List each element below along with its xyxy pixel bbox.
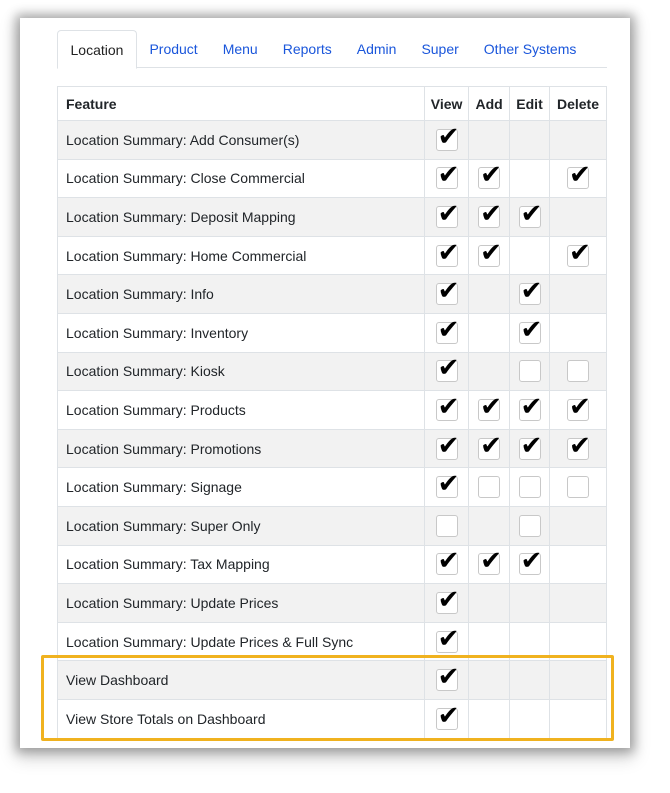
delete-cell [550, 545, 607, 584]
checkmark-icon: ✔ [437, 237, 460, 268]
edit-checkbox[interactable] [519, 198, 543, 229]
feature-name: Location Summary: Tax Mapping [58, 545, 425, 584]
add-cell [469, 545, 510, 584]
view-cell [425, 313, 469, 352]
table-row [58, 429, 607, 468]
checkmark-icon: ✔ [569, 391, 591, 422]
tab-admin[interactable]: Admin [356, 41, 397, 57]
add-checkbox[interactable] [478, 160, 502, 191]
checkmark-icon: ✔ [520, 430, 543, 461]
delete-cell [550, 121, 607, 160]
edit-cell [510, 159, 550, 198]
view-cell [425, 545, 469, 584]
table-row [58, 661, 607, 700]
view-cell [425, 584, 469, 623]
table-body [58, 121, 607, 739]
checkmark-icon: ✔ [480, 430, 502, 461]
table-row [58, 468, 607, 507]
view-checkbox[interactable] [436, 391, 460, 422]
add-cell [469, 198, 510, 237]
feature-name: Location Summary: Products [58, 391, 425, 430]
view-checkbox[interactable] [436, 276, 460, 307]
edit-checkbox[interactable] [519, 515, 541, 537]
tab-super[interactable]: Super [421, 41, 459, 57]
delete-cell [550, 313, 607, 352]
view-cell [425, 352, 469, 391]
view-checkbox[interactable] [436, 469, 460, 500]
delete-cell [550, 429, 607, 468]
view-cell [425, 506, 469, 545]
edit-cell [510, 622, 550, 661]
add-cell [469, 159, 510, 198]
view-checkbox[interactable] [436, 314, 460, 345]
view-checkbox[interactable] [436, 353, 460, 384]
feature-name: Location Summary: Inventory [58, 313, 425, 352]
feature-name: View Store Totals on Dashboard [58, 699, 425, 738]
feature-name: Location Summary: Add Consumer(s) [58, 121, 425, 160]
view-checkbox[interactable] [436, 662, 460, 693]
feature-name: Location Summary: Update Prices [58, 584, 425, 623]
add-cell [469, 236, 510, 275]
view-checkbox[interactable] [436, 623, 460, 654]
delete-checkbox[interactable] [567, 237, 591, 268]
delete-cell [550, 468, 607, 507]
delete-cell [550, 159, 607, 198]
edit-cell [510, 236, 550, 275]
edit-cell [510, 313, 550, 352]
delete-cell [550, 584, 607, 623]
edit-checkbox[interactable] [519, 276, 543, 307]
edit-checkbox[interactable] [519, 391, 543, 422]
checkmark-icon: ✔ [437, 662, 460, 693]
delete-cell [550, 391, 607, 430]
edit-cell [510, 545, 550, 584]
edit-cell [510, 506, 550, 545]
tab-reports[interactable]: Reports [282, 41, 332, 57]
view-cell [425, 275, 469, 314]
view-cell [425, 198, 469, 237]
add-cell [469, 352, 510, 391]
checkmark-icon: ✔ [437, 430, 460, 461]
view-checkbox[interactable] [436, 198, 460, 229]
checkmark-icon: ✔ [437, 700, 460, 731]
checkmark-icon: ✔ [520, 391, 543, 422]
edit-checkbox[interactable] [519, 476, 541, 498]
table-row [58, 391, 607, 430]
header-edit: Edit [510, 87, 550, 121]
edit-cell [510, 198, 550, 237]
table-row [58, 236, 607, 275]
tab-menu[interactable]: Menu [222, 41, 258, 57]
feature-name: Location Summary: Signage [58, 468, 425, 507]
table-row [58, 622, 607, 661]
checkmark-icon: ✔ [520, 546, 543, 577]
checkmark-icon: ✔ [437, 623, 460, 654]
edit-cell [510, 391, 550, 430]
delete-checkbox[interactable] [567, 391, 591, 422]
feature-name: Location Summary: Close Commercial [58, 159, 425, 198]
edit-checkbox[interactable] [519, 360, 541, 382]
delete-checkbox[interactable] [567, 160, 591, 191]
view-cell [425, 468, 469, 507]
view-cell [425, 391, 469, 430]
feature-name: View Dashboard [58, 661, 425, 700]
add-checkbox[interactable] [478, 198, 502, 229]
delete-cell [550, 661, 607, 700]
table-row [58, 198, 607, 237]
checkmark-icon: ✔ [480, 391, 502, 422]
table-row [58, 121, 607, 160]
add-checkbox[interactable] [478, 391, 502, 422]
delete-cell [550, 236, 607, 275]
checkmark-icon: ✔ [569, 160, 591, 191]
feature-name: Location Summary: Promotions [58, 429, 425, 468]
checkmark-icon: ✔ [569, 430, 591, 461]
header-view: View [425, 87, 469, 121]
view-cell [425, 622, 469, 661]
table-row [58, 545, 607, 584]
permissions-panel [57, 30, 607, 739]
add-cell [469, 121, 510, 160]
add-cell [469, 429, 510, 468]
view-checkbox[interactable] [436, 700, 460, 731]
checkmark-icon: ✔ [437, 314, 460, 345]
view-checkbox[interactable] [436, 121, 460, 152]
feature-name: Location Summary: Update Prices & Full Sync [58, 622, 425, 661]
checkmark-icon: ✔ [480, 546, 502, 577]
checkmark-icon: ✔ [437, 391, 460, 422]
edit-cell [510, 661, 550, 700]
feature-name: Location Summary: Super Only [58, 506, 425, 545]
delete-cell [550, 506, 607, 545]
tab-location[interactable]: Location [57, 30, 137, 69]
add-cell [469, 313, 510, 352]
delete-cell [550, 198, 607, 237]
add-cell [469, 699, 510, 738]
checkmark-icon: ✔ [520, 276, 543, 307]
edit-cell [510, 429, 550, 468]
add-cell [469, 622, 510, 661]
edit-checkbox[interactable] [519, 430, 543, 461]
feature-name: Location Summary: Home Commercial [58, 236, 425, 275]
add-cell [469, 584, 510, 623]
add-checkbox[interactable] [478, 546, 502, 577]
table-row [58, 159, 607, 198]
edit-checkbox[interactable] [519, 314, 543, 345]
table-row [58, 313, 607, 352]
header-add: Add [469, 87, 510, 121]
edit-cell [510, 352, 550, 391]
tab-product[interactable]: Product [149, 41, 198, 57]
feature-name: Location Summary: Kiosk [58, 352, 425, 391]
view-checkbox[interactable] [436, 515, 458, 537]
checkmark-icon: ✔ [520, 314, 543, 345]
view-checkbox[interactable] [436, 430, 460, 461]
view-cell [425, 429, 469, 468]
checkmark-icon: ✔ [437, 276, 460, 307]
add-checkbox[interactable] [478, 476, 500, 498]
checkmark-icon: ✔ [437, 546, 460, 577]
view-cell [425, 159, 469, 198]
header-feature: Feature [58, 87, 425, 121]
delete-cell [550, 352, 607, 391]
edit-cell [510, 468, 550, 507]
delete-checkbox[interactable] [567, 430, 591, 461]
delete-checkbox[interactable] [567, 360, 589, 382]
tab-other-systems[interactable]: Other Systems [483, 41, 577, 57]
delete-cell [550, 622, 607, 661]
feature-name: Location Summary: Deposit Mapping [58, 198, 425, 237]
checkmark-icon: ✔ [437, 469, 460, 500]
view-checkbox[interactable] [436, 546, 460, 577]
delete-checkbox[interactable] [567, 476, 589, 498]
checkmark-icon: ✔ [437, 121, 460, 152]
delete-cell [550, 699, 607, 738]
feature-name: Location Summary: Info [58, 275, 425, 314]
view-cell [425, 699, 469, 738]
checkmark-icon: ✔ [437, 160, 460, 191]
table-row [58, 506, 607, 545]
checkmark-icon: ✔ [480, 160, 502, 191]
view-cell [425, 236, 469, 275]
permissions-table [57, 86, 607, 739]
add-cell [469, 506, 510, 545]
table-row [58, 275, 607, 314]
add-cell [469, 468, 510, 507]
add-cell [469, 391, 510, 430]
add-checkbox[interactable] [478, 430, 502, 461]
table-header-row [58, 87, 607, 121]
edit-cell [510, 275, 550, 314]
checkmark-icon: ✔ [437, 584, 460, 615]
checkmark-icon: ✔ [520, 198, 543, 229]
header-delete: Delete [550, 87, 607, 121]
add-cell [469, 275, 510, 314]
table-row [58, 352, 607, 391]
view-checkbox[interactable] [436, 160, 460, 191]
checkmark-icon: ✔ [569, 237, 591, 268]
add-checkbox[interactable] [478, 237, 502, 268]
add-cell [469, 661, 510, 700]
view-cell [425, 661, 469, 700]
checkmark-icon: ✔ [480, 198, 502, 229]
table-row [58, 584, 607, 623]
edit-cell [510, 584, 550, 623]
view-cell [425, 121, 469, 160]
edit-cell [510, 121, 550, 160]
tab-bar [57, 30, 607, 68]
view-checkbox[interactable] [436, 584, 460, 615]
delete-cell [550, 275, 607, 314]
checkmark-icon: ✔ [437, 353, 460, 384]
checkmark-icon: ✔ [480, 237, 502, 268]
edit-checkbox[interactable] [519, 546, 543, 577]
edit-cell [510, 699, 550, 738]
table-row [58, 699, 607, 738]
checkmark-icon: ✔ [437, 198, 460, 229]
view-checkbox[interactable] [436, 237, 460, 268]
